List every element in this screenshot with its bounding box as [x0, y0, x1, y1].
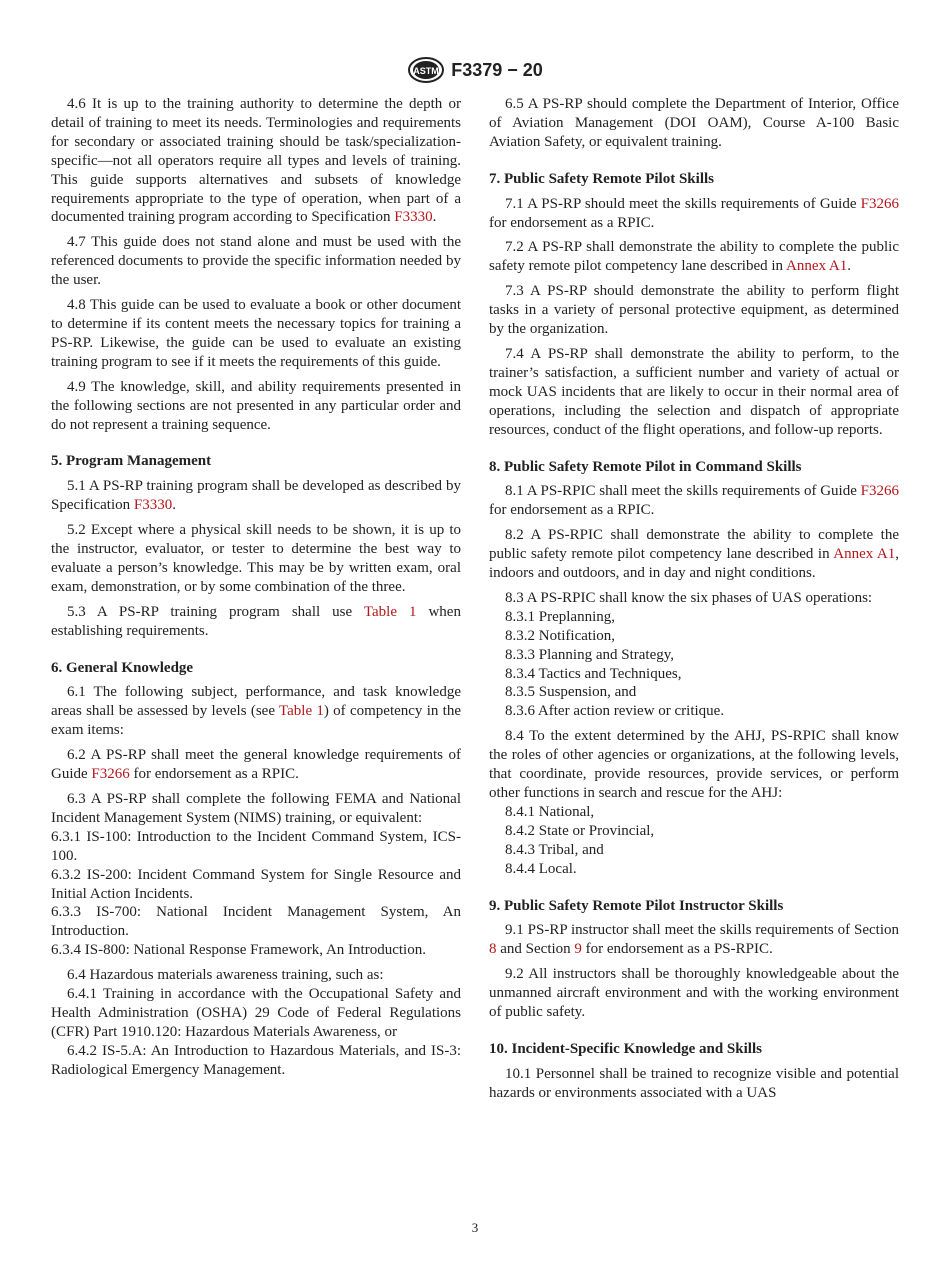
- paragraph-5-2: 5.2 Except where a physical skill needs to be shown, it is up to the instructor, evaluator, or tester to determine the best way to evaluate a person’s knowledge. This may be by written exam, oral exam, demonstration, or by some combination of the three.: [51, 522, 461, 595]
- paragraph-6-3-2: 6.3.2 IS-200: Incident Command System for Single Resource and Initial Action Incidents.: [51, 866, 461, 902]
- paragraph-6-4: 6.4 Hazardous materials awareness training, such as:: [67, 967, 384, 984]
- section-heading-8: 8. Public Safety Remote Pilot in Command Skills: [489, 458, 802, 475]
- paragraph-6-3-4: 6.3.4 IS-800: National Response Framework, An Introduction.: [51, 942, 426, 959]
- paragraph-6-4-1: 6.4.1 Training in accordance with the Occupational Safety and Health Administration (OSHA) 29 Code of Federal Regulations (CFR) Part 1910.120: Hazardous Materials Awareness, or: [51, 986, 461, 1040]
- document-id: F3379 − 20: [451, 59, 543, 80]
- page-number: 3: [471, 1220, 479, 1235]
- paragraph-5-1: 5.1 A PS-RP training program shall be developed as described by Specification F3330.: [51, 478, 461, 514]
- ref-f3330-link[interactable]: F3330: [394, 209, 433, 226]
- svg-text:ASTM: ASTM: [413, 66, 439, 76]
- left-column: [51, 95, 461, 1080]
- ref-section-9-link[interactable]: 9: [574, 941, 582, 958]
- paragraph-9-1: 9.1 PS-RP instructor shall meet the skills requirements of Section 8 and Section 9 for endorsement as a PS-RPIC.: [489, 922, 899, 958]
- paragraph-6-3-3: 6.3.3 IS-700: National Incident Management System, An Introduction.: [51, 904, 461, 940]
- paragraph-4-7: 4.7 This guide does not stand alone and must be used with the referenced documents to provide the specific information needed by the user.: [51, 234, 461, 289]
- astm-logo-icon: [407, 57, 445, 83]
- list-8-3: [489, 608, 899, 721]
- list-item: 8.3.6 After action review or critique.: [505, 703, 725, 720]
- list-item: 8.3.1 Preplanning,: [505, 608, 615, 625]
- list-item: 8.4.1 National,: [505, 803, 595, 820]
- list-item: 8.3.4 Tactics and Techniques,: [505, 665, 682, 682]
- list-item: 8.4.4 Local.: [505, 860, 577, 877]
- ref-table-1-link[interactable]: Table 1: [363, 603, 417, 620]
- list-item: 8.3.3 Planning and Strategy,: [505, 646, 675, 663]
- right-column: [489, 95, 899, 1103]
- ref-f3266-link[interactable]: F3266: [91, 766, 130, 783]
- paragraph-5-3: 5.3 A PS-RP training program shall use Table 1 when establishing requirements.: [51, 603, 461, 639]
- paragraph-10-1: 10.1 Personnel shall be trained to recognize visible and potential hazards or environments associated with a UAS: [489, 1065, 899, 1101]
- section-heading-10: 10. Incident-Specific Knowledge and Skills: [489, 1040, 762, 1057]
- paragraph-6-2: 6.2 A PS-RP shall meet the general knowledge requirements of Guide F3266 for endorsement as a RPIC.: [51, 747, 461, 783]
- section-heading-5: 5. Program Management: [51, 453, 212, 470]
- list-item: 8.4.3 Tribal, and: [505, 841, 604, 858]
- paragraph-6-4-2: 6.4.2 IS-5.A: An Introduction to Hazardous Materials, and IS-3: Radiological Emergency Management.: [51, 1042, 461, 1078]
- paragraph-4-6: 4.6 It is up to the training authority to determine the depth or detail of training to meet its needs. Terminologies and requirements for secondary or associated training should be task/specialization-specific—not all operators require all types and levels of training. This guide supports alternatives and subsets of knowledge requirements appropriate to the type of operation, when part of a documented training program according to Specification F3330.: [51, 96, 461, 226]
- list-8-4: [489, 803, 899, 879]
- ref-table-1-link[interactable]: Table 1: [279, 703, 324, 720]
- ref-f3266-link[interactable]: F3266: [860, 195, 899, 212]
- section-heading-7: 7. Public Safety Remote Pilot Skills: [489, 170, 714, 187]
- section-heading-6: 6. General Knowledge: [51, 659, 194, 676]
- paragraph-7-2: 7.2 A PS-RP shall demonstrate the ability to complete the public safety remote pilot competency lane described in Annex A1.: [489, 239, 899, 275]
- paragraph-7-1: 7.1 A PS-RP should meet the skills requirements of Guide F3266 for endorsement as a RPIC.: [489, 195, 899, 231]
- section-heading-9: 9. Public Safety Remote Pilot Instructor Skills: [489, 897, 784, 914]
- paragraph-7-4: 7.4 A PS-RP shall demonstrate the ability to perform, to the trainer’s satisfaction, a sufficient number and variety of actual or mock UAS incidents that are likely to occur in their normal area of operations, including the selection and dispatch of appropriate resources, conduct of the flight operations, and follow-up reports.: [489, 345, 899, 438]
- page-header: [0, 55, 950, 85]
- ref-f3266-link[interactable]: F3266: [860, 483, 899, 500]
- ref-annex-a1-link[interactable]: Annex A1: [785, 258, 848, 275]
- paragraph-4-8: 4.8 This guide can be used to evaluate a book or other document to determine if its content meets the necessary topics for training a PS-RP. Likewise, the guide can be used to evaluate an existing training program to see if it meets the requirements of this guide.: [51, 297, 461, 370]
- ref-annex-a1-link[interactable]: Annex A1: [833, 546, 896, 563]
- paragraph-6-5: 6.5 A PS-RP should complete the Department of Interior, Office of Aviation Management (DOI OAM), Course A-100 Basic Aviation Safety, or equivalent training.: [489, 96, 899, 150]
- paragraph-4-9: 4.9 The knowledge, skill, and ability requirements presented in the following sections are not presented in any particular order and do not represent a training sequence.: [51, 378, 461, 433]
- paragraph-8-4: 8.4 To the extent determined by the AHJ, PS-RPIC shall know the roles of other agencies or organizations, at the following levels, that coordinate, provide resources, provide services, or perform other functions in search and rescue for the AHJ:: [489, 728, 899, 801]
- paragraph-9-2: 9.2 All instructors shall be thoroughly knowledgeable about the unmanned aircraft environment and with the working environment of public safety.: [489, 966, 899, 1021]
- ref-f3330-link[interactable]: F3330: [133, 497, 173, 514]
- paragraph-8-3: 8.3 A PS-RPIC shall know the six phases of UAS operations:: [505, 589, 873, 606]
- paragraph-8-1: 8.1 A PS-RPIC shall meet the skills requirements of Guide F3266 for endorsement as a RPIC.: [489, 483, 899, 519]
- list-item: 8.3.5 Suspension, and: [505, 684, 637, 701]
- ref-section-8-link[interactable]: 8: [489, 941, 497, 958]
- paragraph-6-3-1: 6.3.1 IS-100: Introduction to the Incident Command System, ICS-100.: [51, 828, 461, 864]
- paragraph-8-2: 8.2 A PS-RPIC shall demonstrate the ability to complete the public safety remote pilot competency lane described in Annex A1, indoors and outdoors, and in day and night conditions.: [489, 527, 899, 582]
- paragraph-6-3: 6.3 A PS-RP shall complete the following FEMA and National Incident Management System (NIMS) training, or equivalent:: [51, 791, 461, 826]
- paragraph-6-1: 6.1 The following subject, performance, and task knowledge areas shall be assessed by levels (see Table 1) of competency in the exam items:: [51, 684, 461, 739]
- list-item: 8.3.2 Notification,: [505, 627, 615, 644]
- paragraph-7-3: 7.3 A PS-RP should demonstrate the ability to perform flight tasks in a variety of personal protective equipment, as determined by the organization.: [489, 283, 899, 338]
- list-item: 8.4.2 State or Provincial,: [505, 822, 655, 839]
